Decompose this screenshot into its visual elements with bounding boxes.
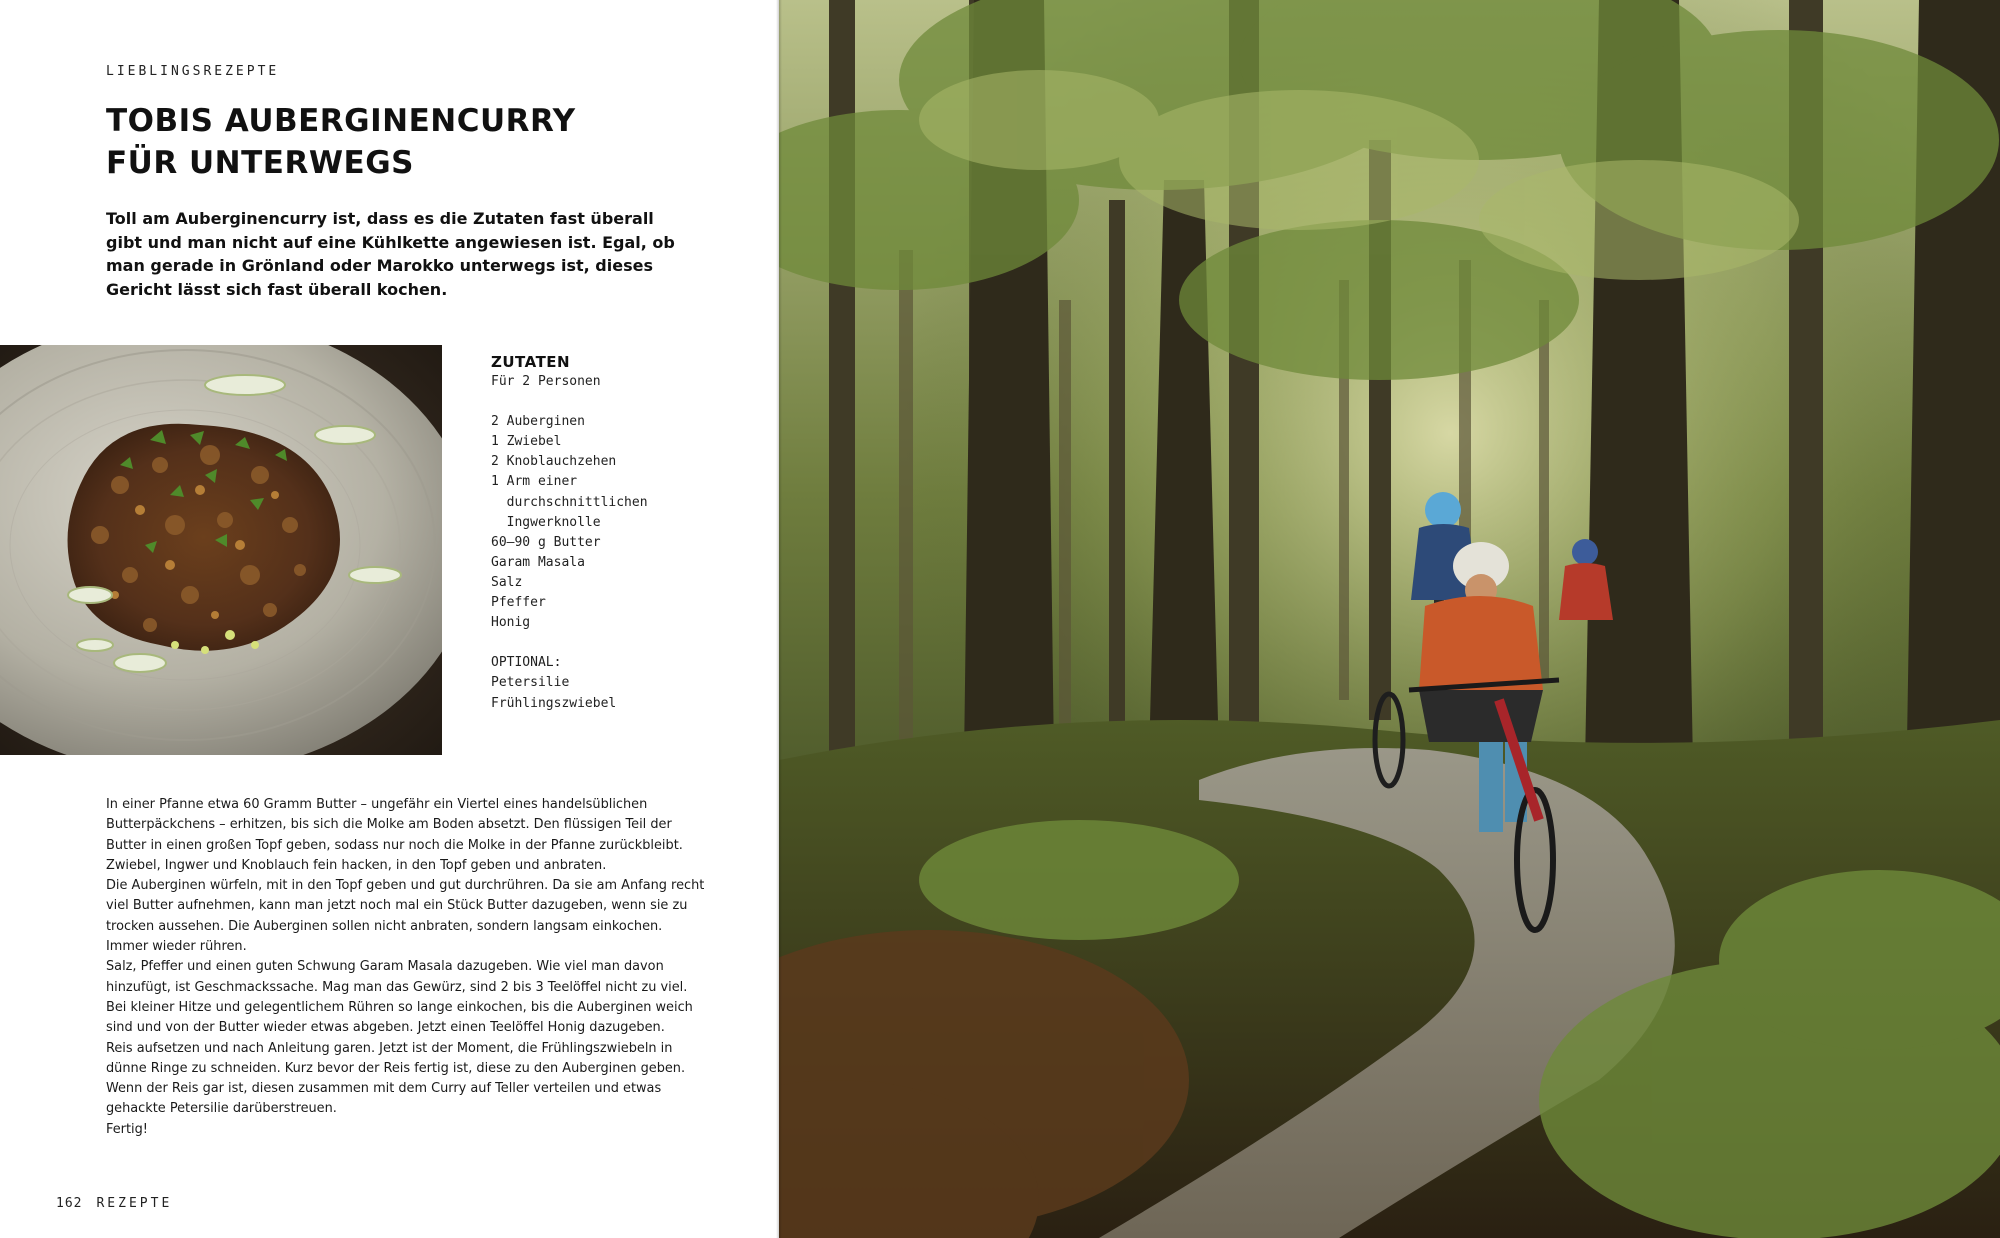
curry-plate-illustration xyxy=(0,345,442,755)
ingredients-spacer xyxy=(491,392,761,412)
ingredient-item: Pfeffer xyxy=(491,595,546,611)
method-step: In einer Pfanne etwa 60 Gramm Butter – ungefähr ein Viertel eines handelsüblichen Butterpäckchens – erhitzen, bis sich die Molke am Boden absetzt. Den flüssigen Teil der Butter in einen großen Topf geben, sodass nur noch die Molke in der Pfanne zurückbleibt. xyxy=(106,797,683,853)
section-kicker: LIEBLINGSREZEPTE xyxy=(106,64,280,79)
page-folio xyxy=(56,1196,172,1211)
folio-section: REZEPTE xyxy=(96,1196,173,1211)
recipe-title xyxy=(106,100,746,184)
ingredient-item: durchschnittlichen xyxy=(491,494,648,510)
ingredient-item: 60–90 g Butter xyxy=(491,534,601,550)
ingredient-item: 2 Auberginen xyxy=(491,414,585,430)
servings: Für 2 Personen xyxy=(491,374,601,389)
page-number: 162 xyxy=(56,1196,83,1211)
optional-item: Petersilie xyxy=(491,675,570,691)
method-step: Zwiebel, Ingwer und Knoblauch fein hacken, in den Topf geben und anbraten. xyxy=(106,857,607,873)
ingredients-spacer xyxy=(491,633,761,653)
page-gutter xyxy=(776,0,782,1238)
ingredient-item: Salz xyxy=(491,574,523,590)
ingredient-item: 2 Knoblauchzehen xyxy=(491,454,617,470)
optional-item: Frühlingszwiebel xyxy=(491,695,617,711)
ingredient-item: Garam Masala xyxy=(491,554,585,570)
optional-heading: OPTIONAL: xyxy=(491,655,562,671)
recipe-title-line-2: FÜR UNTERWEGS xyxy=(106,145,414,181)
method-step: Salz, Pfeffer und einen guten Schwung Garam Masala dazugeben. Wie viel man davon hinzufügt, ist Geschmackssache. Mag man das Gewürz, sind 2 bis 3 Teelöffel nicht zu viel. xyxy=(106,959,688,995)
ingredient-item: 1 Arm einer xyxy=(491,474,578,490)
ingredient-item: Honig xyxy=(491,615,531,631)
forest-mountain-bike-photo xyxy=(779,0,2000,1238)
curry-dish-photo xyxy=(0,345,442,755)
method-step: Wenn der Reis gar ist, diesen zusammen mit dem Curry auf Teller verteilen und etwas gehackte Petersilie darüberstreuen. xyxy=(106,1081,662,1117)
method-step: Bei kleiner Hitze und gelegentlichem Rühren so lange einkochen, bis die Auberginen weich sind und von der Butter wieder etwas abgeben. Jetzt einen Teelöffel Honig dazugeben. xyxy=(106,999,693,1036)
method-step: Fertig! xyxy=(106,1121,148,1137)
recipe-title-line-1: TOBIS AUBERGINENCURRY xyxy=(106,103,576,139)
ingredient-item: 1 Zwiebel xyxy=(491,434,562,450)
ingredients-heading: ZUTATEN xyxy=(491,353,571,371)
method-step: Die Auberginen würfeln, mit in den Topf geben und gut durchrühren. Da sie am Anfang recht viel Butter aufnehmen, kann man jetzt noch mal ein Stück Butter dazugeben, wenn sie zu trocken aussehen. Die Auberginen sollen nicht anbraten, sondern langsam einkochen. Immer wieder rühren. xyxy=(106,878,705,955)
ingredients-list xyxy=(491,352,761,714)
left-page xyxy=(0,0,779,1238)
ingredient-item: Ingwerknolle xyxy=(491,514,601,530)
method-step: Reis aufsetzen und nach Anleitung garen. Jetzt ist der Moment, die Frühlingszwiebeln in dünne Ringe zu schneiden. Kurz bevor der Reis fertig ist, diese zu den Auberginen geben. xyxy=(106,1040,686,1076)
recipe-method xyxy=(106,795,706,1140)
forest-trail-illustration xyxy=(779,0,2000,1238)
recipe-intro: Toll am Auberginencurry ist, dass es die Zutaten fast überall gibt und man nicht auf eine Kühlkette angewiesen ist. Egal, ob man gerade in Grönland oder Marokko unterwegs ist, dieses Gericht lässt sich fast überall kochen. xyxy=(106,209,675,299)
